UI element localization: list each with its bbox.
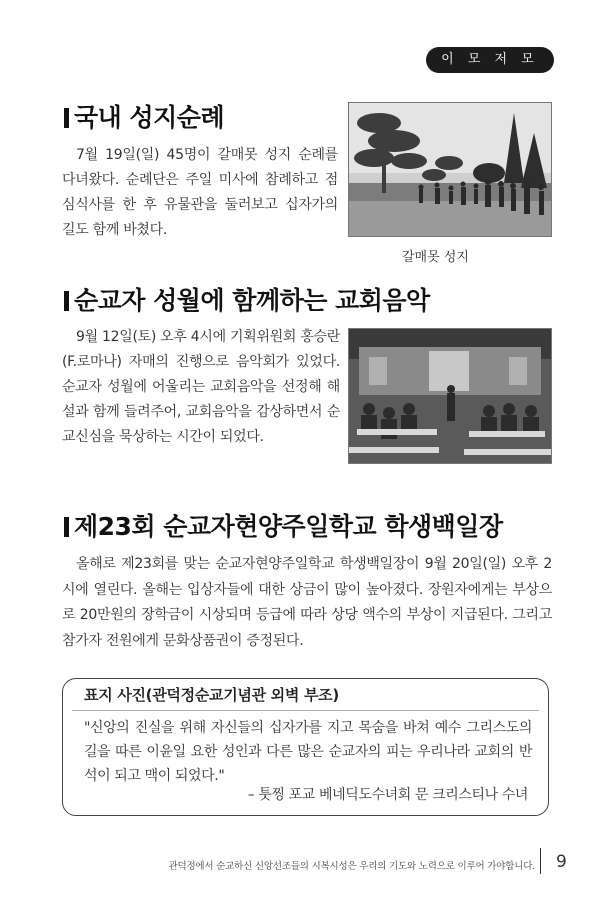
galmaemot-illustration [349, 103, 551, 236]
section-tab: 이 모 저 모 [426, 47, 554, 73]
heading-marker [64, 291, 69, 311]
article2-body: 9월 12일(토) 오후 4시에 기획위원회 홍승란(F.로마나) 자매의 진행으로 음악회가 있었다. 순교자 성월에 어울리는 교회음악을 선정해 해설과 함께 들려주어, 교회음악을 감상하면서 순교신심을 묵상하는 시간이 되었다. [62, 329, 340, 445]
heading-marker [64, 517, 69, 537]
footer-motto: 관덕정에서 순교하신 신앙선조들의 시복시성은 우리의 기도와 노력으로 이루어 가야합니다. [168, 861, 535, 872]
article2-title: 순교자 성월에 함께하는 교회음악 [74, 286, 430, 315]
heading-marker [64, 108, 69, 128]
article3-body: 올해로 제23회를 맞는 순교자현양주일학교 학생백일장이 9월 20일(일) 오후 2시에 열린다. 올해는 입상자들에 대한 상금이 많이 높아졌다. 장원자에게는 부상으로 20만원의 장학금이 시상되며 등급에 따라 상당 액수의 부상이 지급된다. 그리고 참가자 전원에게 문화상품권이 증정된다. [62, 556, 552, 649]
galmaemot-photo [348, 102, 552, 237]
article3-title: 제23회 순교자현양주일학교 학생백일장 [74, 512, 503, 541]
cover-note-divider [72, 710, 539, 711]
cover-note-attribution: – 툿찡 포교 베네딕도수녀회 문 크리스티나 수녀 [247, 787, 528, 803]
article1-heading [64, 103, 224, 133]
article1-body: 7월 19일(일) 45명이 갈매못 성지 순례를 다녀왔다. 순례단은 주일 미사에 참례하고 점심식사를 한 후 유물관을 둘러보고 십자가의 길도 함께 바쳤다. [62, 147, 338, 238]
concert-illustration [349, 329, 551, 463]
footer-divider [540, 848, 541, 874]
galmaemot-caption: 갈매못 성지 [402, 250, 469, 265]
cover-note-quote: "신앙의 진실을 위해 자신들의 십자가를 지고 목숨을 바쳐 예수 그리스도의 길을 따른 이윤일 요한 성인과 다른 많은 순교자의 피는 우리나라 교회의 반석이 되고 맥이 되었다." [84, 720, 532, 784]
article1-title: 국내 성지순례 [74, 103, 225, 132]
concert-photo [348, 328, 552, 464]
page-number: 9 [556, 852, 567, 872]
article3-heading [64, 512, 503, 542]
article2-heading [64, 286, 430, 316]
cover-note-title: 표지 사진(관덕정순교기념관 외벽 부조) [84, 686, 339, 704]
